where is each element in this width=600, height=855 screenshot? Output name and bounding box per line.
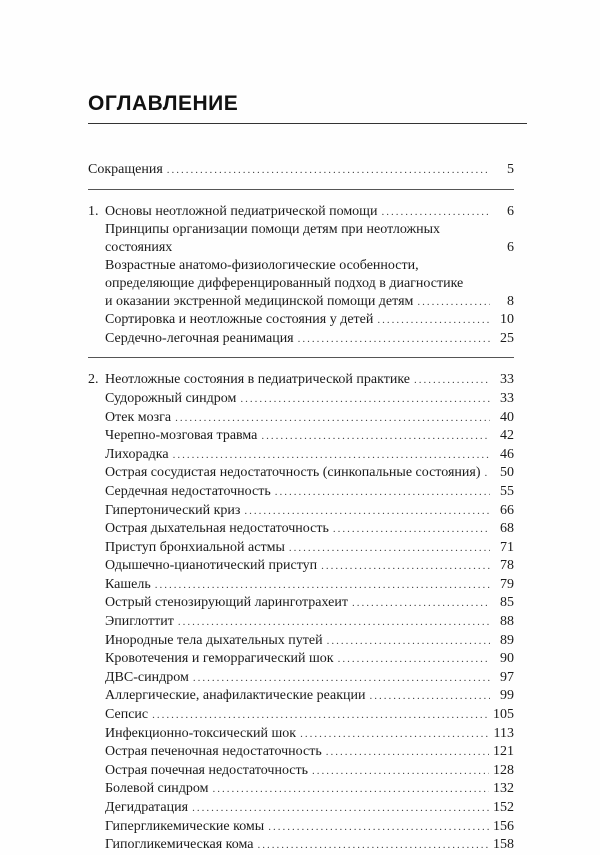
page-number: 25	[500, 330, 514, 346]
leader-dots	[178, 614, 490, 632]
chapter-number: 2.	[88, 372, 99, 388]
page-number: 88	[500, 614, 514, 630]
page-number: 128	[493, 762, 514, 778]
page-number: 78	[500, 558, 514, 574]
entry-label: Острая дыхательная недостаточность	[105, 521, 329, 537]
entry-label: Кашель	[105, 576, 151, 592]
leader-dots	[327, 633, 490, 651]
page-title: ОГЛАВЛЕНИЕ	[88, 92, 239, 115]
toc-entry[interactable]	[88, 706, 514, 725]
toc-entry[interactable]	[88, 464, 514, 483]
leader-dots	[152, 707, 489, 725]
section-1	[88, 203, 514, 349]
entry-label: Приступ бронхиальной астмы	[105, 539, 285, 555]
leader-dots	[257, 837, 489, 855]
leader-dots	[244, 503, 490, 521]
leader-dots	[155, 577, 490, 595]
leader-dots	[377, 312, 490, 330]
entry-label: Кровотечения и геморрагический шок	[105, 651, 334, 667]
leader-dots	[240, 391, 490, 409]
toc-entry[interactable]	[88, 502, 514, 521]
entry-label: Гипогликемическая кома	[105, 837, 254, 853]
toc-entry-line[interactable]: Принципы организации помощи детям при неотложных	[105, 222, 441, 238]
toc-entry[interactable]	[88, 427, 514, 446]
page-number: 121	[493, 744, 514, 760]
page-number: 55	[500, 483, 514, 499]
toc-chapter-2[interactable]	[88, 371, 514, 390]
entry-label: Гипертонический криз	[105, 502, 241, 518]
chapter-2-entries	[88, 390, 514, 855]
toc-chapter-1[interactable]	[88, 203, 514, 222]
leader-dots	[381, 204, 490, 222]
page-number: 105	[493, 707, 514, 723]
page-number: 46	[500, 446, 514, 462]
page-number: 33	[500, 390, 514, 406]
toc-entry[interactable]	[88, 594, 514, 613]
toc-entry[interactable]	[88, 239, 514, 258]
entry-label: Лихорадка	[105, 446, 169, 462]
title-rule	[88, 123, 527, 124]
leader-dots	[321, 558, 490, 576]
toc-entry[interactable]	[88, 557, 514, 576]
page-number: 156	[493, 818, 514, 834]
page-number: 10	[500, 312, 514, 328]
entry-label: состояниях	[105, 239, 173, 255]
leader-dots	[173, 447, 490, 465]
leader-dots	[369, 688, 490, 706]
section-divider	[88, 189, 514, 190]
section-divider	[88, 357, 514, 358]
entry-label: Гипергликемические комы	[105, 818, 265, 834]
toc-entry[interactable]	[88, 409, 514, 428]
leader-dots	[275, 484, 490, 502]
toc-entry[interactable]	[88, 446, 514, 465]
entry-label: и оказании экстренной медицинской помощи детям	[105, 293, 414, 309]
entry-label: Сепсис	[105, 707, 149, 723]
leader-dots	[352, 595, 490, 613]
toc-entry[interactable]	[88, 780, 514, 799]
entry-label: Сердечная недостаточность	[105, 483, 271, 499]
leader-dots	[338, 651, 490, 669]
page-number: 33	[500, 372, 514, 388]
page-number: 50	[500, 465, 514, 481]
page-number: 158	[493, 837, 514, 853]
leader-dots	[193, 670, 490, 688]
entry-label: Сортировка и неотложные состояния у детей	[105, 312, 374, 328]
leader-dots	[192, 800, 489, 818]
toc-entry[interactable]	[88, 650, 514, 669]
toc-entry-line[interactable]: определяющие дифференцированный подход в диагностике	[105, 275, 464, 291]
entry-label: Сердечно-легочная реанимация	[105, 330, 294, 346]
entry-label: Одышечно-цианотический приступ	[105, 558, 318, 574]
entry-label: Острая печеночная недостаточность	[105, 744, 322, 760]
page-number: 79	[500, 576, 514, 592]
entry-label: Аллергические, анафилактические реакции	[105, 688, 366, 704]
entry-label: Инородные тела дыхательных путей	[105, 632, 323, 648]
chapter-number: 1.	[88, 203, 99, 219]
toc-entry[interactable]	[88, 576, 514, 595]
page-number: 5	[507, 162, 514, 177]
entry-label: Острая сосудистая недостаточность (синкопальные состояния)	[105, 465, 481, 481]
toc-entry[interactable]	[88, 725, 514, 744]
table-of-contents	[88, 161, 514, 855]
page-number: 152	[493, 800, 514, 815]
entry-label: Судорожный синдром	[105, 390, 237, 406]
chapter-title: Неотложные состояния в педиатрической практике	[105, 372, 411, 388]
toc-entry[interactable]	[88, 669, 514, 688]
leader-dots	[300, 726, 489, 744]
entry-label: Эпиглоттит	[105, 614, 174, 630]
leader-dots	[175, 410, 490, 428]
leader-dots	[414, 372, 490, 390]
page-number: 97	[500, 669, 514, 685]
leader-dots	[261, 428, 490, 446]
leader-dots	[298, 331, 490, 349]
page-number: 132	[493, 781, 514, 797]
leader-dots	[485, 465, 491, 483]
leader-dots	[268, 819, 489, 837]
toc-entry[interactable]	[88, 632, 514, 651]
leader-dots	[326, 744, 489, 762]
page-number: 90	[500, 651, 514, 667]
entry-label: Болевой синдром	[105, 781, 209, 797]
leader-dots	[212, 781, 489, 799]
toc-entry[interactable]	[88, 818, 514, 837]
toc-entry-line[interactable]: Возрастные анатомо-физиологические особенности,	[105, 258, 419, 274]
leader-dots	[289, 540, 490, 558]
toc-entry[interactable]	[88, 687, 514, 706]
entry-label: Острая почечная недостаточность	[105, 762, 309, 778]
toc-entry[interactable]	[88, 520, 514, 539]
toc-entry-abbreviations[interactable]	[88, 161, 514, 180]
entry-label: Отек мозга	[105, 409, 172, 425]
toc-entry[interactable]	[88, 799, 514, 818]
toc-entry[interactable]	[88, 613, 514, 632]
leader-dots	[167, 162, 490, 180]
entry-label: Сокращения	[88, 162, 163, 177]
page-number: 113	[493, 725, 514, 741]
section-2	[88, 371, 514, 854]
toc-entry[interactable]	[88, 836, 514, 855]
entry-label: Черепно-мозговая травма	[105, 428, 258, 444]
entry-label: Инфекционно-токсический шок	[105, 725, 297, 741]
abbreviations-section	[88, 161, 514, 180]
entry-label: Дегидратация	[105, 800, 189, 815]
page-number: 6	[507, 203, 514, 219]
page-number: 8	[507, 293, 514, 309]
page-number: 68	[500, 521, 514, 537]
page-number: 99	[500, 688, 514, 704]
toc-entry[interactable]	[88, 390, 514, 409]
toc-entry[interactable]	[88, 330, 514, 349]
entry-label: ДВС-синдром	[105, 669, 189, 685]
page-number: 71	[500, 539, 514, 555]
page-number: 66	[500, 502, 514, 518]
page-number: 42	[500, 428, 514, 444]
toc-entry[interactable]	[88, 539, 514, 558]
toc-entry[interactable]	[88, 311, 514, 330]
chapter-title: Основы неотложной педиатрической помощи	[105, 203, 378, 219]
toc-entry[interactable]	[88, 483, 514, 502]
toc-entry[interactable]	[88, 293, 514, 312]
page-number: 85	[500, 595, 514, 611]
toc-entry[interactable]	[88, 743, 514, 762]
leader-dots	[417, 294, 490, 312]
page-number: 40	[500, 409, 514, 425]
toc-entry[interactable]	[88, 762, 514, 781]
leader-dots	[312, 763, 489, 781]
leader-dots	[333, 521, 490, 539]
page-number: 89	[500, 632, 514, 648]
entry-label: Острый стенозирующий ларинготрахеит	[105, 595, 348, 611]
page-number: 6	[507, 239, 514, 255]
